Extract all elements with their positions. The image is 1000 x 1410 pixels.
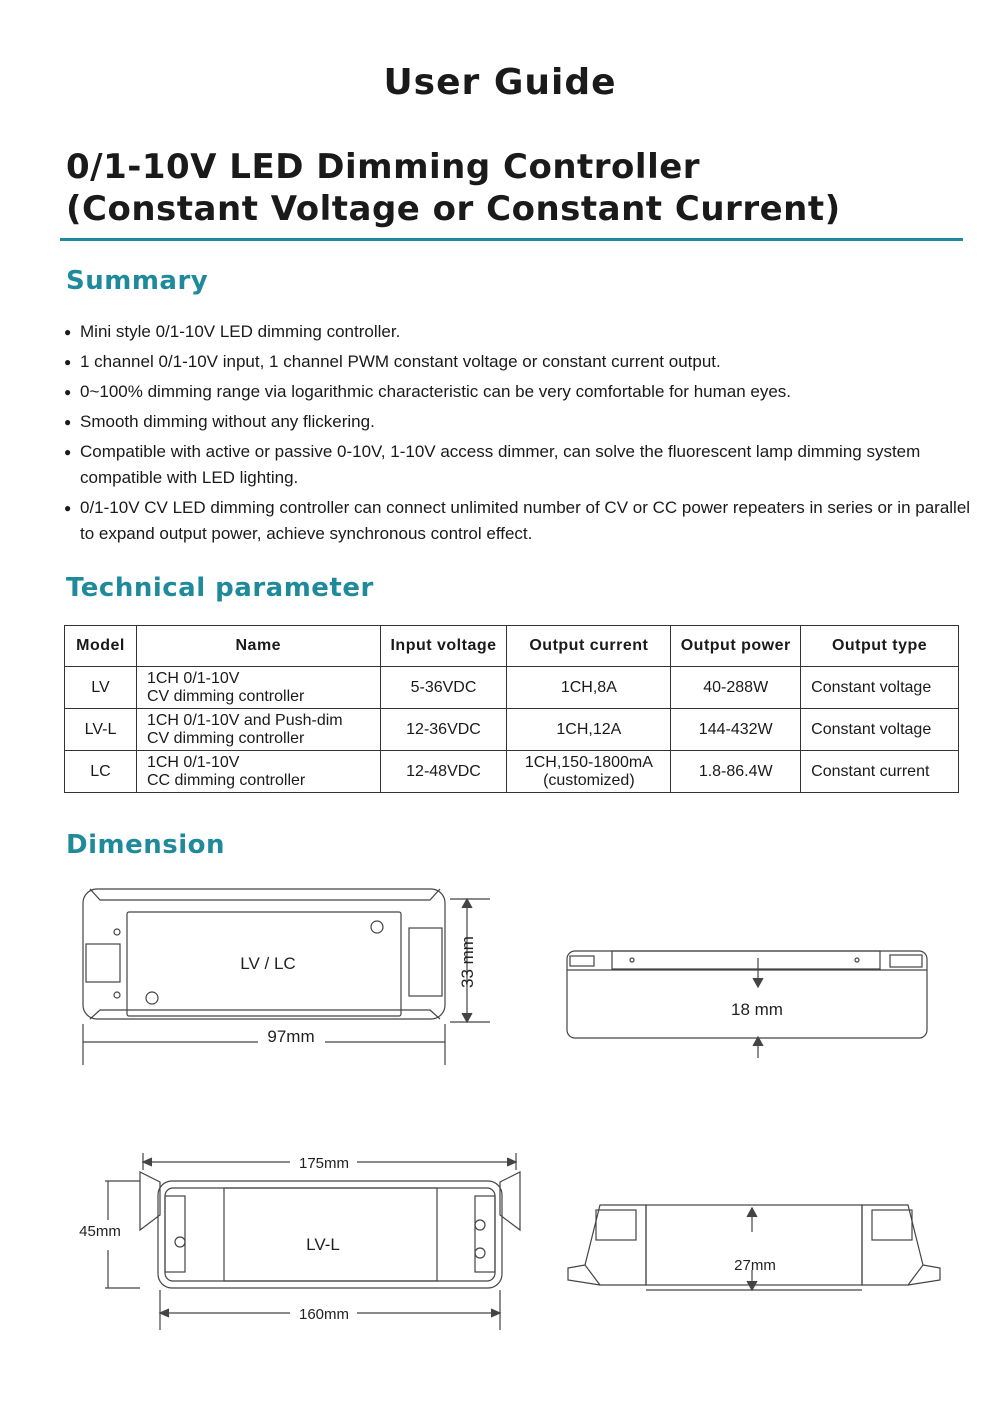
output-power-cell: 1.8-86.4W [671, 751, 801, 793]
lv-l-mount-ear-right [500, 1172, 520, 1230]
lv-lc-thickness-label: 18 mm [731, 1000, 783, 1019]
product-title-line2: (Constant Voltage or Constant Current) [66, 189, 841, 229]
lv-l-thickness-dimension [747, 1208, 757, 1290]
table-row [65, 709, 959, 751]
name-line: CC dimming controller [146, 771, 306, 789]
lv-lc-model-label: LV / LC [240, 954, 296, 973]
current-line: (customized) [543, 771, 635, 789]
output-power-cell: 144-432W [671, 709, 801, 751]
name-cell [136, 709, 380, 751]
name-cell [136, 667, 380, 709]
lv-lc-terminal-left [86, 944, 120, 982]
lv-lc-height-label: 33 mm [458, 936, 477, 988]
name-line: 1CH 0/1-10V and Push-dim [146, 711, 343, 729]
name-cell [136, 751, 380, 793]
summary-item: ● 1 channel 0/1-10V input, 1 channel PWM constant voltage or constant current output. [64, 349, 974, 375]
column-header: Name [136, 626, 380, 667]
dimension-heading: Dimension [66, 830, 225, 860]
input-voltage-cell: 12-36VDC [380, 709, 507, 751]
lv-lc-terminal-right [409, 928, 442, 996]
column-header: Output power [671, 626, 801, 667]
summary-item: ● 0~100% dimming range via logarithmic characteristic can be very comfortable for human eyes. [64, 379, 974, 405]
lv-l-overall-length-label: 175mm [298, 1155, 350, 1172]
column-header: Output current [507, 626, 671, 667]
dimension-drawings [0, 870, 1000, 1340]
model-cell: LV [65, 667, 137, 709]
current-line: 1CH,150-1800mA [524, 753, 653, 771]
output-type-cell: Constant voltage [801, 667, 959, 709]
lv-lc-case-rim [90, 889, 440, 900]
column-header: Input voltage [380, 626, 507, 667]
product-title [66, 146, 841, 230]
lv-lc-led-indicator [371, 921, 383, 933]
name-line: CV dimming controller [146, 687, 305, 705]
output-power-cell: 40-288W [671, 667, 801, 709]
lv-l-body-length-label: 160mm [298, 1306, 350, 1323]
current-line: 1CH,12A [556, 720, 622, 738]
input-voltage-cell: 5-36VDC [380, 667, 507, 709]
lv-lc-hole [114, 992, 120, 998]
output-type-cell: Constant voltage [801, 709, 959, 751]
column-header: Output type [801, 626, 959, 667]
lv-lc-button [146, 992, 158, 1004]
column-header: Model [65, 626, 137, 667]
summary-heading: Summary [66, 266, 209, 296]
output-current-cell [507, 751, 671, 793]
output-type-cell: Constant current [801, 751, 959, 793]
input-voltage-cell: 12-48VDC [380, 751, 507, 793]
name-line: CV dimming controller [146, 729, 305, 747]
lv-lc-side-outline [567, 951, 927, 1038]
table-header-row [65, 626, 959, 667]
lv-lc-case-rim-bottom [90, 1010, 440, 1019]
name-line: 1CH 0/1-10V [146, 669, 240, 687]
output-current-cell [507, 709, 671, 751]
lv-lc-hole [114, 929, 120, 935]
summary-item: ● Mini style 0/1-10V LED dimming controller. [64, 319, 974, 345]
lv-lc-length-dimension [83, 1024, 445, 1065]
lv-l-height-label: 45mm [79, 1223, 121, 1240]
guide-title: User Guide [383, 62, 617, 103]
output-current-cell [507, 667, 671, 709]
summary-item: ● Compatible with active or passive 0-10V, 1-10V access dimmer, can solve the fluorescent lamp dimming system compatible with LED lighting. [64, 439, 974, 491]
table-row [65, 667, 959, 709]
summary-item: ● 0/1-10V CV LED dimming controller can connect unlimited number of CV or CC power repeaters in series or in parallel to expand output power, achieve synchronous control effect. [64, 495, 974, 547]
lv-l-model-label: LV-L [306, 1235, 340, 1254]
lv-l-mount-ear-left [140, 1172, 160, 1230]
lv-lc-side-view [567, 951, 927, 1038]
technical-heading: Technical parameter [66, 573, 374, 603]
lv-l-thickness-label: 27mm [734, 1257, 776, 1274]
summary-item: ● Smooth dimming without any flickering. [64, 409, 974, 435]
table-row [65, 751, 959, 793]
product-title-line1: 0/1-10V LED Dimming Controller [66, 147, 701, 187]
title-divider [60, 238, 963, 241]
current-line: 1CH,8A [560, 678, 617, 696]
lv-l-side-view [568, 1205, 940, 1290]
summary-list [64, 319, 974, 551]
technical-parameter-table [64, 625, 959, 793]
model-cell: LC [65, 751, 137, 793]
lv-l-top-view [140, 1172, 520, 1288]
name-line: 1CH 0/1-10V [146, 753, 240, 771]
model-cell: LV-L [65, 709, 137, 751]
lv-lc-length-label: 97mm [267, 1027, 315, 1046]
